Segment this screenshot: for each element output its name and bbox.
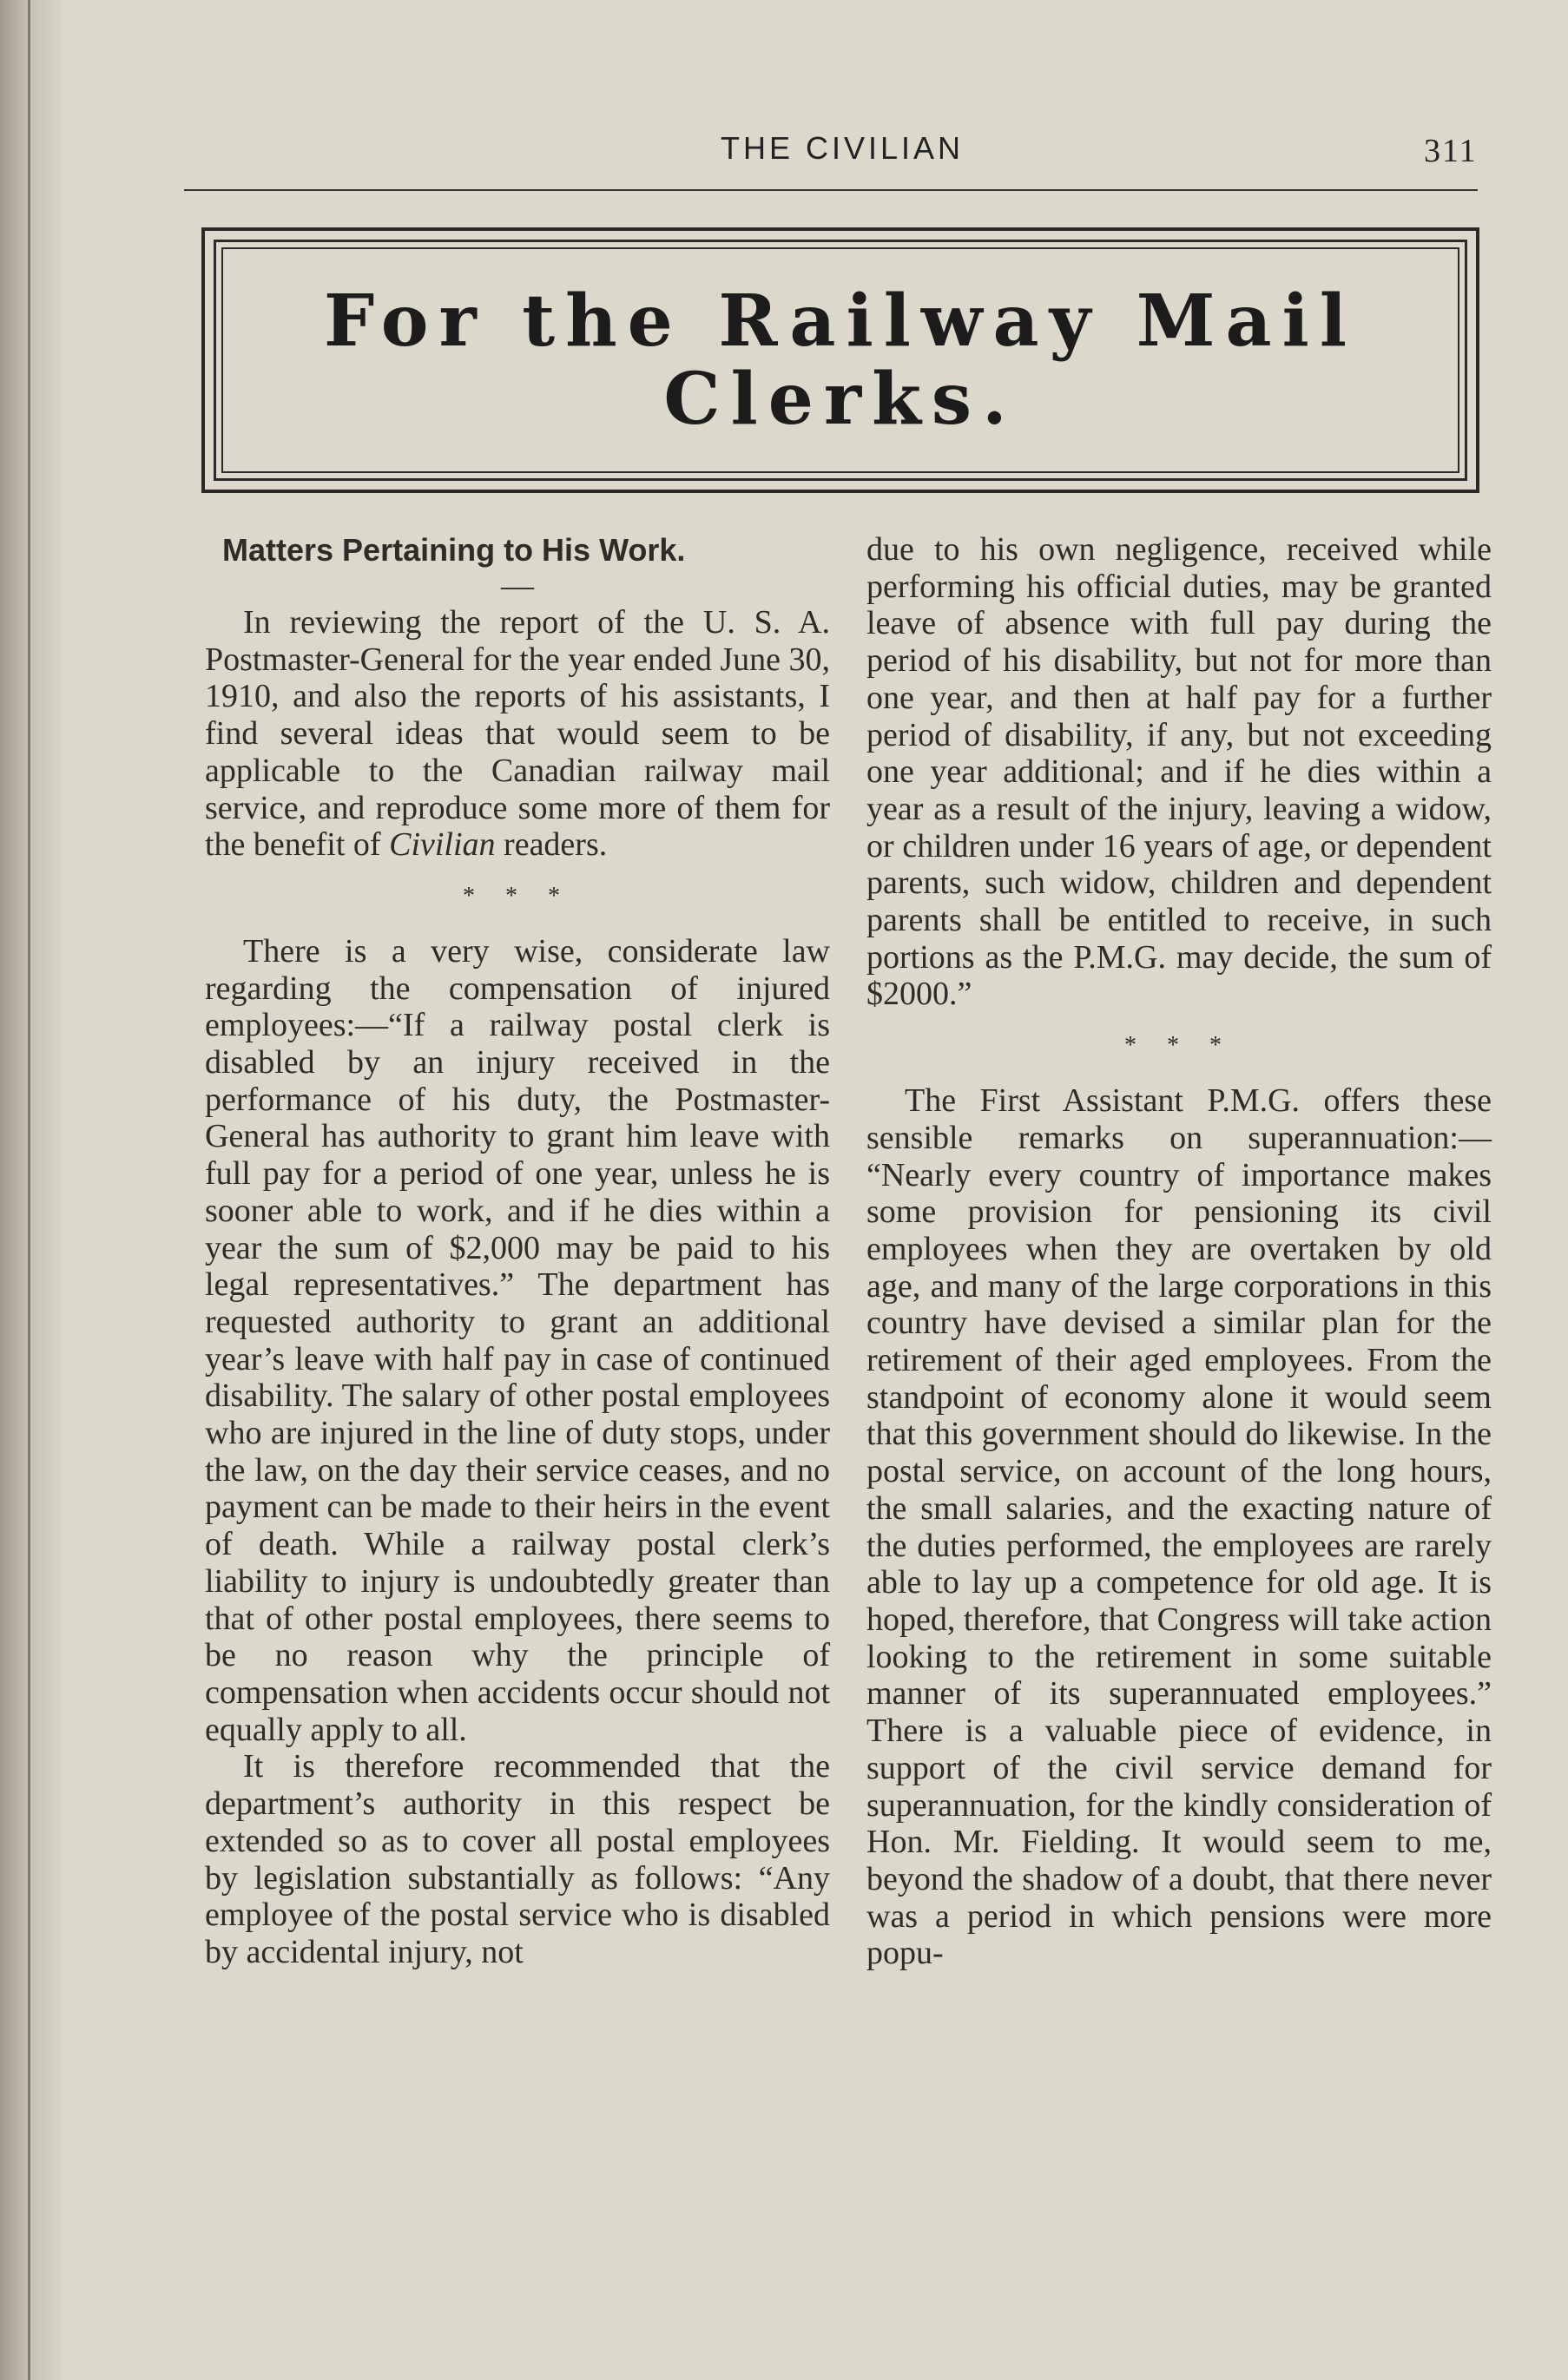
publication-name: Civilian (389, 826, 496, 864)
section-separator: * * * (1124, 1032, 1234, 1060)
right-column (866, 531, 1492, 1972)
page-number: 311 (1424, 133, 1478, 169)
title-frame-inner (214, 240, 1467, 481)
left-column (205, 531, 830, 1971)
paragraph (205, 604, 830, 864)
paragraph-text: In reviewing the report of the U. S. A. Postmaster-General for the year ended June 30, 1910, and also the reports of his assistants, I find several ideas that would seem to be applicable to the Canadian railway mail service, and reproduce some more of them for the benefit of (205, 604, 830, 864)
paragraph-text: readers. (495, 826, 608, 864)
section-separator: * * * (463, 882, 572, 910)
subheading: Matters Pertaining to His Work. (222, 532, 686, 568)
title-frame (201, 227, 1479, 493)
article-title-line-2: Clerks. (663, 358, 1018, 441)
page-gutter-shadow (0, 0, 61, 2380)
header-rule (184, 189, 1478, 191)
binding-edge (28, 0, 30, 2380)
paragraph: There is a very wise, considerate law regarding the compensation of injured employees:—“If a railway postal clerk is disabled by an injury received in the performance of his duty, the Postmaster-General has authority to grant him leave with full pay for a period of one year, unless he is sooner able to work, and if he dies within a year the sum of $2,000 may be paid to his legal representatives.” The department has requested authority to grant an additional year’s leave with half pay in case of continued disability. The salary of other postal employees who are injured in the line of duty stops, under the law, on the day their service ceases, and no payment can be made to their heirs in the event of death. While a railway postal clerk’s liability to injury is undoubtedly greater than that of other postal employees, there seems to be no reason why the principle of compensation when accidents occur should not equally apply to all. (205, 932, 830, 1748)
paragraph: due to his own negligence, received while performing his official duties, may be granted leave of absence with full pay during the period of his disability, but not for more than one year, and then at half pay for a further period of disability, if any, but not exceeding one year additional; and if he dies within a year as a result of the injury, leaving a widow, or children under 16 years of age, or dependent parents, such widow, children and dependent parents shall be entitled to receive, in such portions as the P.M.G. may decide, the sum of $2000.” (866, 531, 1492, 1013)
paragraph: It is therefore recommended that the department’s authority in this respect be extended so as to cover all postal employees by legislation substantially as follows: “Any employee of the postal service who is disabled by accidental injury, not (205, 1748, 830, 1970)
paragraph: The First Assistant P.M.G. offers these sensible remarks on superannuation:— “Nearly every country of importance makes some provision for pensioning its civil employees when they are overtaken by old age, and many of the large corporations in this country have devised a similar plan for the retirement of their aged employees. From the standpoint of economy alone it would seem that this government should do likewise. In the postal service, on account of the long hours, the small salaries, and the exacting nature of the duties performed, the employees are rarely able to lay up a competence for old age. It is hoped, therefore, that Congress will take action looking to the retirement in some suitable manner of its superannuated employees.” There is a valuable piece of evidence, in support of the civil service demand for superannuation, for the kindly consideration of Hon. Mr. Fielding. It would seem to me, beyond the shadow of a doubt, that there never was a period in which pensions were more popu- (866, 1082, 1492, 1972)
running-title: THE CIVILIAN (721, 130, 965, 166)
article-title-line-1: For the Railway Mail (324, 279, 1357, 363)
subheading-dash: — (501, 568, 534, 604)
